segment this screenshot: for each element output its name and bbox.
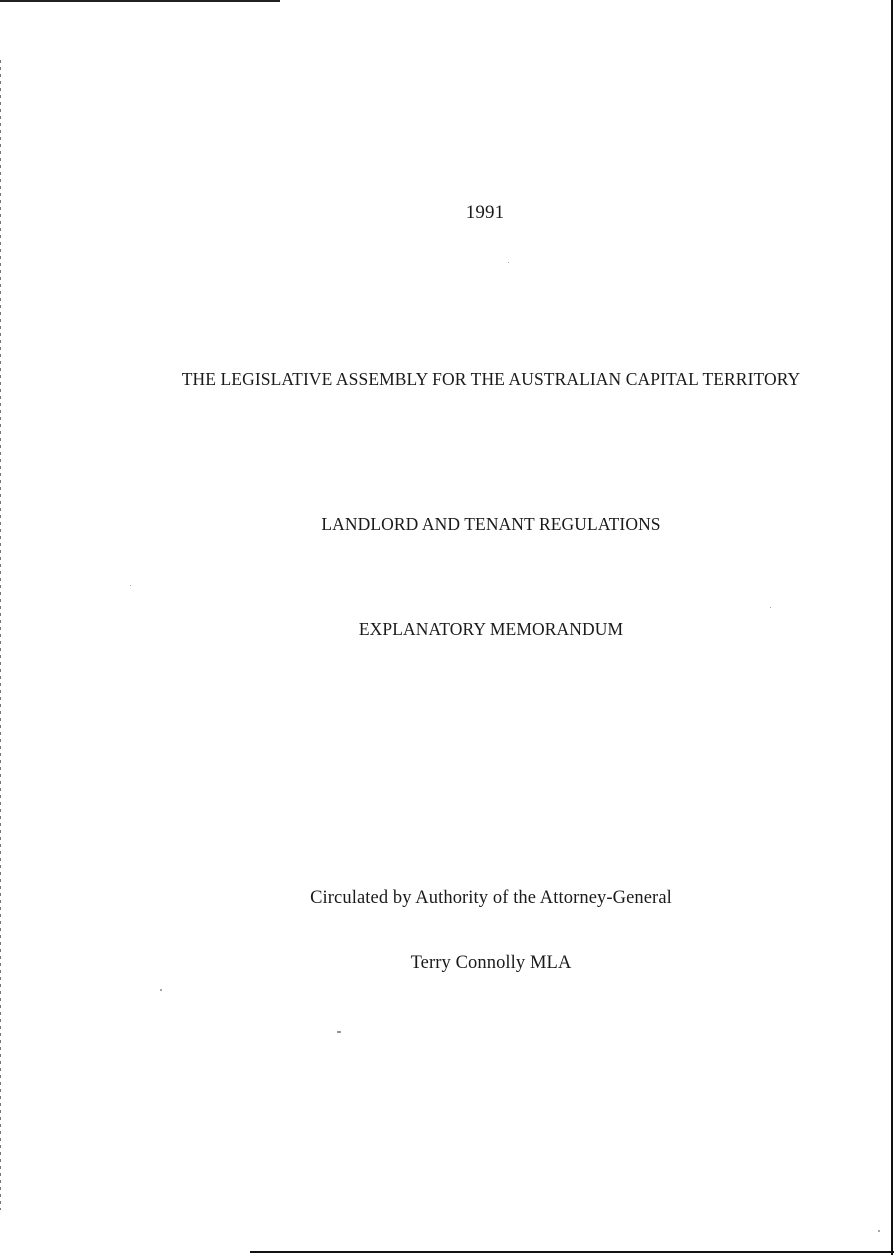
document-year: 1991 (465, 202, 505, 223)
scan-speck (508, 262, 509, 263)
scan-edge-left (0, 60, 1, 1210)
scan-speck (160, 989, 162, 991)
scan-speck (770, 607, 771, 608)
scan-speck (130, 585, 131, 586)
circulated-by-line: Circulated by Authority of the Attorney-General (310, 888, 672, 908)
scan-edge-bottom (250, 1251, 894, 1253)
scan-edge-top (0, 0, 280, 2)
presenter-name: Terry Connolly MLA (410, 953, 572, 973)
document-type-heading: EXPLANATORY MEMORANDUM (358, 619, 624, 639)
scan-speck (878, 1230, 880, 1232)
regulations-title: LANDLORD AND TENANT REGULATIONS (321, 514, 661, 534)
assembly-heading: THE LEGISLATIVE ASSEMBLY FOR THE AUSTRALIAN CAPITAL TERRITORY (181, 369, 801, 389)
scan-speck (337, 1031, 341, 1033)
